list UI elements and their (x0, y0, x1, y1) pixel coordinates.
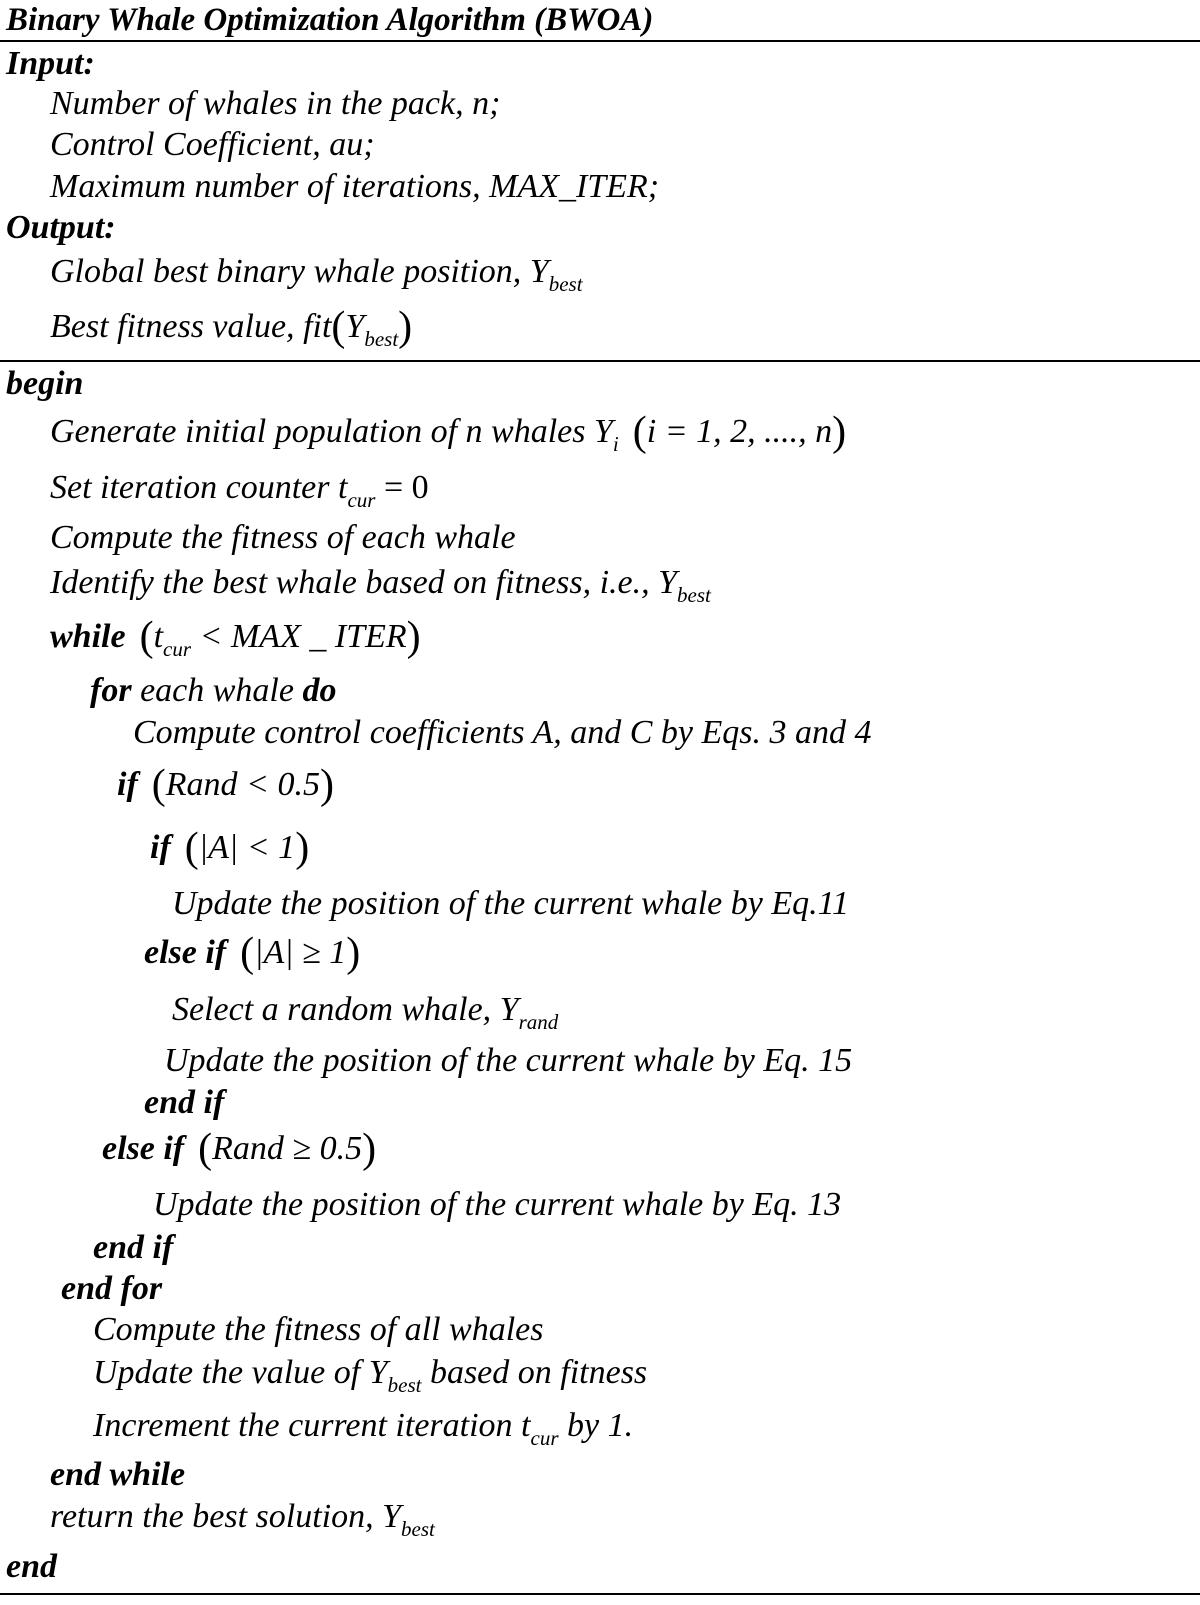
algorithm-title: Binary Whale Optimization Algorithm (BWOA) (6, 2, 654, 38)
output-best-fitness-text: Best fitness value, (50, 308, 304, 345)
open-paren: ( (331, 304, 346, 350)
while-statement (50, 614, 421, 661)
step-compute-coefficients: Compute control coefficients A, and C by Eqs. 3 and 4 (133, 714, 872, 751)
abs-a-lt-condition: |A| < 1 (198, 829, 296, 866)
cur-subscript: cur (347, 488, 376, 512)
close-paren: ) (362, 1126, 377, 1172)
while-condition: < MAX _ ITER (191, 618, 407, 655)
title-rule (0, 40, 1200, 42)
step-increment-iteration (93, 1406, 634, 1450)
end-while-keyword: end while (50, 1456, 186, 1493)
best-subscript: best (401, 1517, 435, 1541)
close-paren: ) (406, 614, 421, 660)
step-set-iteration (50, 468, 429, 512)
fit-symbol: fit (303, 308, 332, 345)
equals-zero: = 0 (375, 469, 429, 506)
select-random-text: Select a random whale, (172, 991, 500, 1028)
generate-text: Generate initial population of (50, 413, 466, 450)
return-text: return the best solution, (50, 1498, 383, 1535)
y-symbol: Y (345, 308, 365, 345)
step-select-random (172, 990, 559, 1034)
output-label: Output: (6, 209, 116, 246)
while-keyword: while (50, 618, 126, 655)
y-symbol: Y (658, 564, 678, 601)
update-value-post-text: based on fitness (421, 1354, 648, 1391)
if-rand-statement (117, 762, 334, 808)
else-if-rand-statement (102, 1126, 377, 1172)
y-symbol: Y (499, 991, 519, 1028)
open-paren: ( (198, 1126, 213, 1172)
end-keyword: end (6, 1548, 57, 1585)
output-global-best (50, 252, 583, 296)
step-identify-best (50, 563, 711, 607)
for-each-text: each whale (131, 672, 303, 709)
increment-text: Increment the current iteration (93, 1407, 522, 1444)
end-for-keyword: end for (61, 1270, 163, 1307)
input-label: Input: (6, 45, 95, 82)
step-return-best (50, 1497, 435, 1541)
y-symbol: Y (529, 253, 549, 290)
open-paren: ( (240, 930, 255, 976)
open-paren: ( (632, 409, 647, 455)
input-whales: Number of whales in the pack, n; (50, 85, 501, 122)
do-keyword: do (302, 672, 337, 709)
close-paren: ) (346, 930, 361, 976)
if-keyword: if (117, 766, 138, 803)
rand-ge-condition: Rand ≥ 0.5 (212, 1130, 363, 1167)
rand-subscript: rand (518, 1010, 559, 1034)
y-symbol: Y (593, 413, 613, 450)
set-iteration-text: Set iteration counter (50, 469, 339, 506)
identify-best-text: Identify the best whale based on fitness, i.e., (50, 564, 659, 601)
step-generate-population (50, 409, 847, 456)
if-abs-a-statement (150, 825, 310, 871)
else-if-keyword: else if (144, 934, 227, 971)
close-paren: ) (320, 762, 334, 808)
cur-subscript: cur (163, 637, 192, 661)
index-range: i = 1, 2, ...., n (646, 413, 833, 450)
y-symbol: Y (382, 1498, 402, 1535)
if-keyword: if (150, 829, 171, 866)
best-subscript: best (548, 272, 583, 296)
output-global-best-text: Global best binary whale position, (50, 253, 530, 290)
generate-mid-text: whales (482, 413, 594, 450)
input-max-iter: Maximum number of iterations, MAX_ITER; (50, 168, 660, 205)
begin-keyword: begin (6, 365, 84, 402)
close-paren: ) (832, 409, 847, 455)
increment-post-text: by 1. (558, 1407, 634, 1444)
step-update-eq11: Update the position of the current whale by Eq.11 (172, 885, 850, 922)
step-update-eq15: Update the position of the current whale by Eq. 15 (164, 1042, 853, 1079)
abs-a-ge-condition: |A| ≥ 1 (254, 934, 347, 971)
open-paren: ( (184, 825, 199, 871)
step-compute-all-fitness: Compute the fitness of all whales (93, 1311, 544, 1348)
for-statement (90, 671, 336, 711)
t-symbol: t (521, 1407, 531, 1444)
else-if-keyword: else if (102, 1130, 185, 1167)
end-if-inner: end if (144, 1084, 225, 1121)
close-paren: ) (295, 825, 310, 871)
else-if-abs-a-statement (144, 930, 361, 976)
input-control-coefficient: Control Coefficient, au; (50, 126, 375, 163)
best-subscript: best (387, 1373, 422, 1397)
close-paren: ) (398, 304, 413, 350)
open-paren: ( (151, 762, 166, 808)
step-compute-fitness: Compute the fitness of each whale (50, 519, 516, 556)
rand-lt-condition: Rand < 0.5 (165, 766, 320, 803)
output-best-fitness (50, 304, 413, 351)
open-paren: ( (139, 614, 154, 660)
y-symbol: Y (368, 1354, 388, 1391)
step-update-best (93, 1353, 648, 1397)
cur-subscript: cur (530, 1426, 559, 1450)
t-symbol: t (338, 469, 348, 506)
best-subscript: best (677, 583, 711, 607)
best-subscript: best (364, 327, 399, 351)
n-symbol: n (465, 413, 483, 450)
step-update-eq13: Update the position of the current whale by Eq. 13 (153, 1186, 842, 1223)
end-if-outer: end if (93, 1229, 174, 1266)
t-symbol: t (153, 618, 164, 655)
for-keyword: for (90, 672, 132, 709)
header-rule (0, 360, 1200, 362)
update-value-text: Update the value of (93, 1354, 369, 1391)
i-subscript: i (612, 432, 619, 456)
footer-rule (0, 1593, 1200, 1595)
